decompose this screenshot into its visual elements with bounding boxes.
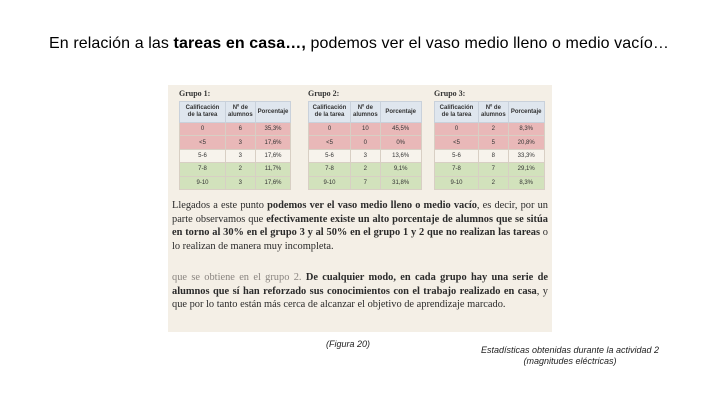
table-cell: 9-10 bbox=[180, 176, 226, 189]
para-text: , es decir, por un parte observamos que bbox=[172, 200, 548, 225]
table-cell: 2 bbox=[479, 123, 509, 136]
table-cell: 3 bbox=[226, 149, 256, 162]
table-cell: 17,6% bbox=[255, 136, 291, 149]
slide-heading bbox=[49, 34, 671, 54]
group-3-table bbox=[434, 101, 545, 190]
table-cell: 45,5% bbox=[380, 123, 421, 136]
table-header-row bbox=[180, 102, 291, 123]
table-header-row bbox=[309, 102, 422, 123]
table-cell: 7 bbox=[479, 163, 509, 176]
statistics-caption: Estadísticas obtenidas durante la actividad 2 (magnitudes eléctricas) bbox=[480, 345, 660, 366]
heading-text-2: podemos ver el vaso medio lleno o medio vacío… bbox=[305, 35, 670, 52]
table-cell: 5 bbox=[479, 136, 509, 149]
table-cell: <5 bbox=[180, 136, 226, 149]
column-header: Nº de alumnos bbox=[351, 102, 381, 123]
table-row bbox=[435, 136, 545, 149]
heading-text-1: En relación a las bbox=[49, 35, 174, 52]
table-cell: 29,1% bbox=[508, 163, 544, 176]
table-cell: 8,3% bbox=[508, 123, 544, 136]
table-cell: 31,8% bbox=[380, 176, 421, 189]
table-row bbox=[309, 149, 422, 162]
table-cell: 0 bbox=[309, 123, 351, 136]
column-header: Porcentaje bbox=[508, 102, 544, 123]
table-cell: 8 bbox=[479, 149, 509, 162]
table-row bbox=[180, 149, 291, 162]
para-faded-text: que se obtiene en el grupo 2. bbox=[172, 272, 306, 283]
analysis-paragraph-2 bbox=[172, 271, 548, 312]
table-cell: 2 bbox=[351, 163, 381, 176]
table-cell: 35,3% bbox=[255, 123, 291, 136]
table-cell: 7-8 bbox=[309, 163, 351, 176]
table-cell: <5 bbox=[309, 136, 351, 149]
table-cell: 9-10 bbox=[435, 176, 479, 189]
column-header: Nº de alumnos bbox=[479, 102, 509, 123]
table-cell: 7 bbox=[351, 176, 381, 189]
table-row bbox=[180, 136, 291, 149]
column-header: Porcentaje bbox=[255, 102, 291, 123]
column-header: Calificación de la tarea bbox=[309, 102, 351, 123]
heading-bold: tareas en casa…, bbox=[173, 35, 306, 52]
table-row bbox=[180, 163, 291, 176]
column-header: Nº de alumnos bbox=[226, 102, 256, 123]
para-bold: efectivamente existe un alto porcentaje de alumnos que se sitúa en torno al 30% en el grupo 3 y al 50% en el grupo 1 y 2 que no realizan las tareas bbox=[172, 213, 548, 239]
table-cell: 9,1% bbox=[380, 163, 421, 176]
table-cell: 2 bbox=[226, 163, 256, 176]
table-cell: 3 bbox=[226, 176, 256, 189]
table-cell: 17,6% bbox=[255, 176, 291, 189]
table-cell: 10 bbox=[351, 123, 381, 136]
para-bold: podemos ver el vaso medio lleno o medio vacío bbox=[267, 200, 477, 211]
group-2-table bbox=[308, 101, 422, 190]
group-2 bbox=[308, 89, 422, 190]
table-cell: 5-6 bbox=[309, 149, 351, 162]
table-cell: 8,3% bbox=[508, 176, 544, 189]
table-cell: 0% bbox=[380, 136, 421, 149]
group-1 bbox=[179, 89, 291, 190]
table-header-row bbox=[435, 102, 545, 123]
table-cell: 33,3% bbox=[508, 149, 544, 162]
table-cell: 6 bbox=[226, 123, 256, 136]
group-title: Grupo 3: bbox=[434, 89, 466, 98]
table-cell: 13,6% bbox=[380, 149, 421, 162]
table-cell: 3 bbox=[351, 149, 381, 162]
table-cell: 5-6 bbox=[435, 149, 479, 162]
table-cell: 17,6% bbox=[255, 149, 291, 162]
group-title: Grupo 2: bbox=[308, 89, 340, 98]
table-row bbox=[435, 163, 545, 176]
para-text: o lo realizan de manera muy incompleta. bbox=[172, 227, 549, 252]
table-row bbox=[180, 176, 291, 189]
table-cell: 0 bbox=[180, 123, 226, 136]
para-text: Llegados a este punto bbox=[172, 200, 268, 211]
group-title: Grupo 1: bbox=[179, 89, 211, 98]
figure-caption: (Figura 20) bbox=[326, 339, 371, 349]
table-row bbox=[180, 123, 291, 136]
table-cell: 7-8 bbox=[435, 163, 479, 176]
table-row bbox=[309, 136, 422, 149]
table-row bbox=[309, 163, 422, 176]
column-header: Porcentaje bbox=[380, 102, 421, 123]
table-cell: 20,8% bbox=[508, 136, 544, 149]
table-cell: 0 bbox=[351, 136, 381, 149]
table-row bbox=[309, 123, 422, 136]
table-row bbox=[435, 176, 545, 189]
table-cell: <5 bbox=[435, 136, 479, 149]
scanned-figure bbox=[168, 85, 552, 332]
table-cell: 9-10 bbox=[309, 176, 351, 189]
table-row bbox=[435, 123, 545, 136]
column-header: Calificación de la tarea bbox=[180, 102, 226, 123]
table-cell: 11,7% bbox=[255, 163, 291, 176]
group-1-table bbox=[179, 101, 291, 190]
analysis-paragraph-1 bbox=[172, 199, 548, 253]
table-cell: 5-6 bbox=[180, 149, 226, 162]
column-header: Calificación de la tarea bbox=[435, 102, 479, 123]
table-cell: 0 bbox=[435, 123, 479, 136]
para-bold: De cualquier modo, en cada grupo hay una serie de alumnos que sí han reforzado sus conocimientos con el trabajo realizado en casa bbox=[172, 272, 549, 297]
para-text: , y que por lo tanto están más cerca de alcanzar el objetivo de aprendizaje marcado. bbox=[172, 285, 548, 311]
table-row bbox=[435, 149, 545, 162]
table-cell: 3 bbox=[226, 136, 256, 149]
table-cell: 7-8 bbox=[180, 163, 226, 176]
group-3 bbox=[434, 89, 545, 190]
table-row bbox=[309, 176, 422, 189]
table-cell: 2 bbox=[479, 176, 509, 189]
